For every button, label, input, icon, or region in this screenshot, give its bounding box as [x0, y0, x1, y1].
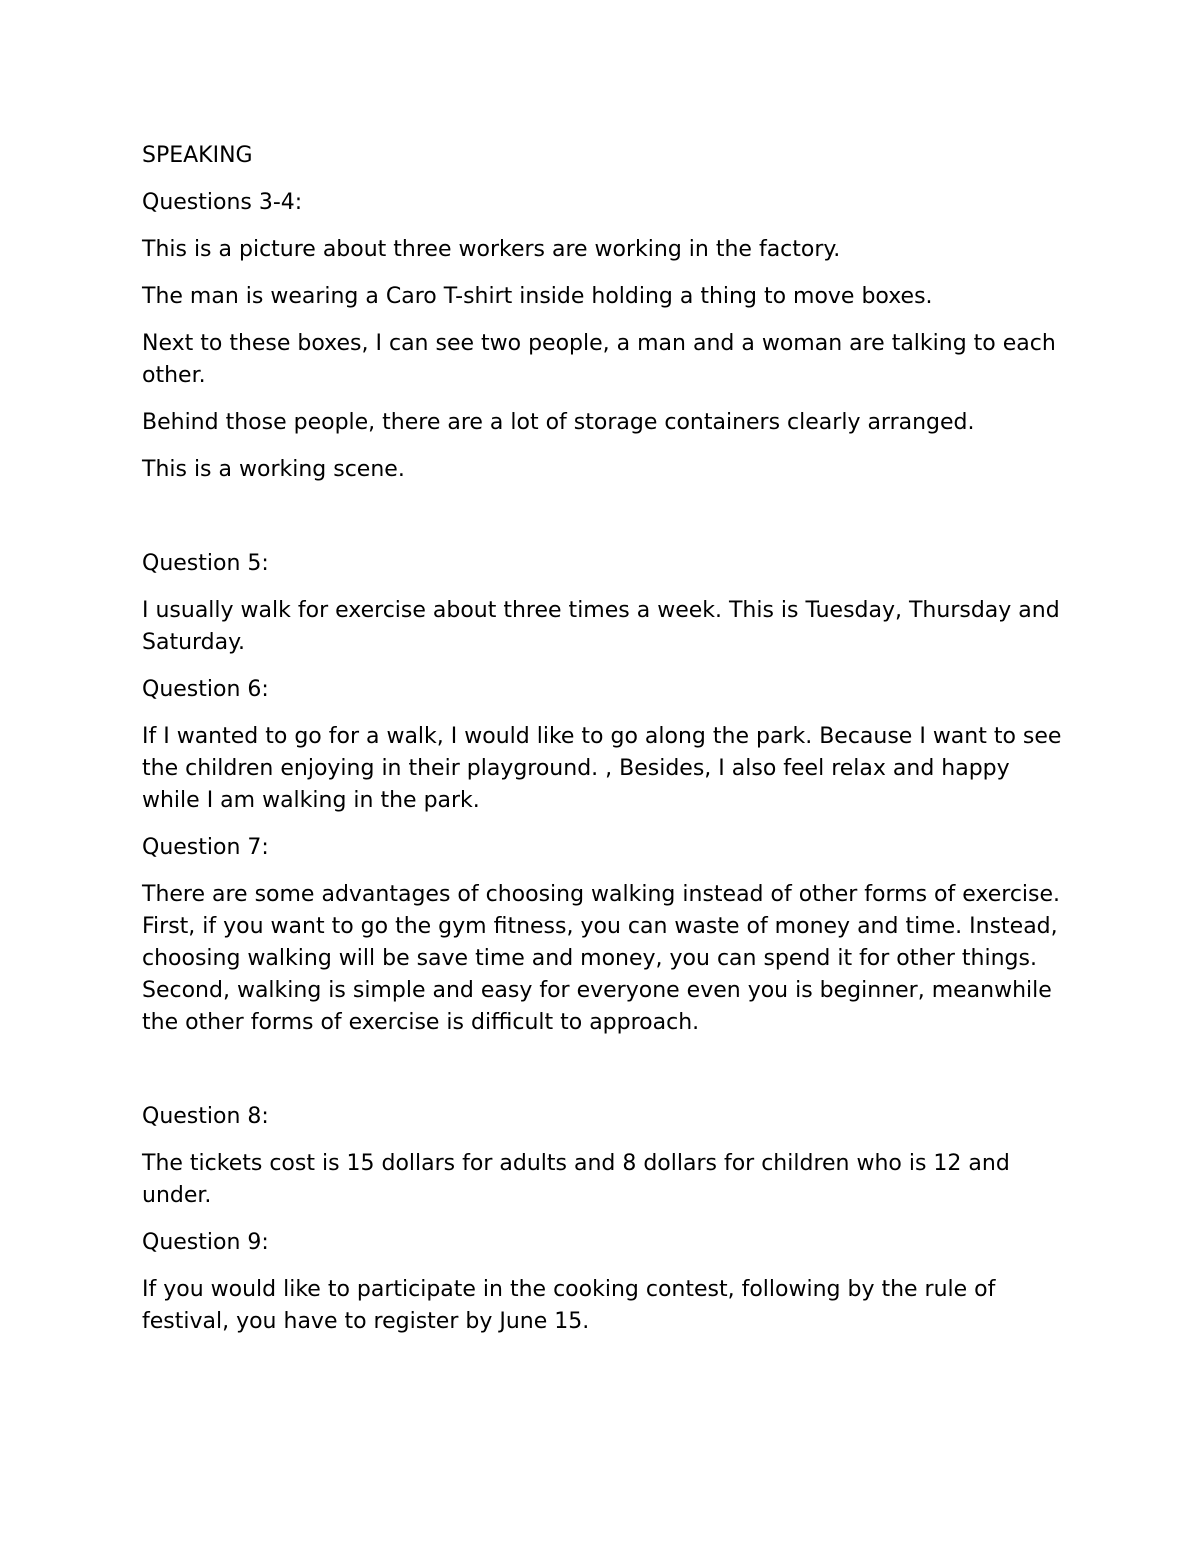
q5-answer: I usually walk for exercise about three times a week. This is Tuesday, Thursday and Saturday. [142, 598, 1060, 655]
q8-answer: The tickets cost is 15 dollars for adults and 8 dollars for children who is 12 and under. [142, 1151, 1010, 1208]
q34-line-2: The man is wearing a Caro T-shirt inside holding a thing to move boxes. [142, 284, 933, 309]
document-body [142, 140, 1072, 1353]
q7-answer: There are some advantages of choosing walking instead of other forms of exercise. First, if you want to go the gym fitness, you can waste of money and time. Instead, choosing walking will be save time and money, you can spend it for other things. Second, walking is simple and easy for everyone even you is beginner, meanwhile the other forms of exercise is difficult to approach. [142, 882, 1061, 1035]
document-heading: SPEAKING [142, 143, 253, 168]
q5-title: Question 5: [142, 551, 269, 576]
q6-title: Question 6: [142, 677, 269, 702]
q34-line-3: Next to these boxes, I can see two people, a man and a woman are talking to each other. [142, 331, 1056, 388]
q34-line-5: This is a working scene. [142, 457, 405, 482]
q9-title: Question 9: [142, 1230, 269, 1255]
q6-answer: If I wanted to go for a walk, I would like to go along the park. Because I want to see the children enjoying in their playground. , Besides, I also feel relax and happy while I am walking in the park. [142, 724, 1062, 813]
q34-line-1: This is a picture about three workers are working in the factory. [142, 237, 841, 262]
q7-title: Question 7: [142, 835, 269, 860]
q9-answer: If you would like to participate in the cooking contest, following by the rule of festival, you have to register by June 15. [142, 1277, 996, 1334]
q34-title: Questions 3-4: [142, 190, 303, 215]
q8-title: Question 8: [142, 1104, 269, 1129]
q34-line-4: Behind those people, there are a lot of storage containers clearly arranged. [142, 410, 975, 435]
